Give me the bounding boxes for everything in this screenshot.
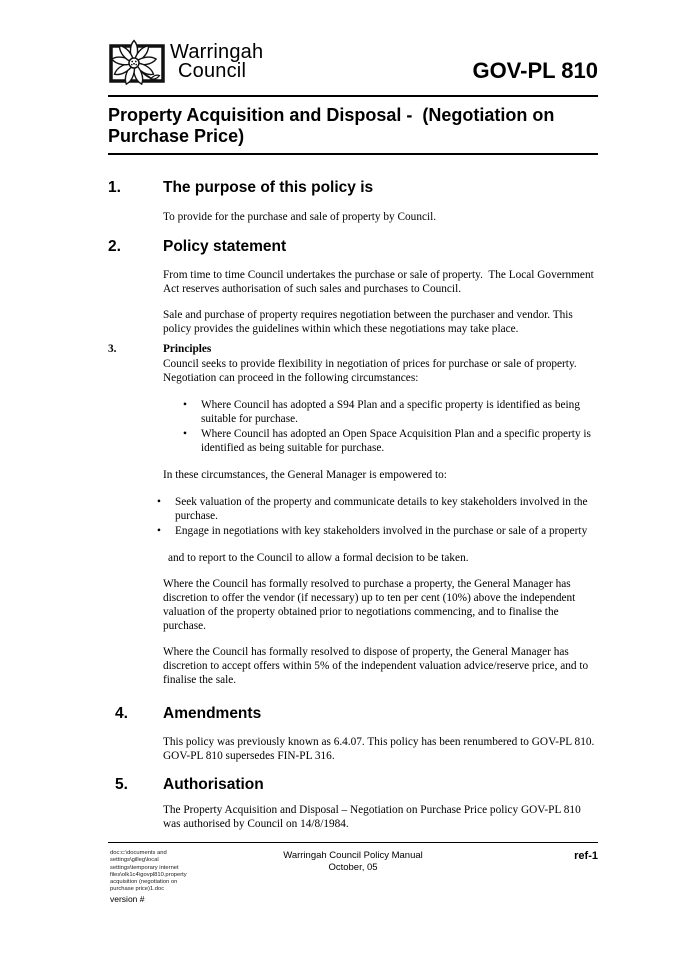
section-5-heading: Authorisation	[163, 776, 264, 793]
section-4-heading-row	[108, 705, 598, 723]
section-4-number: 4.	[115, 705, 128, 722]
section-3-paragraph: In these circumstances, the General Manager is empowered to:	[163, 469, 447, 481]
logo-line1: Warringah	[170, 41, 264, 63]
section-3-paragraph: Where the Council has formally resolved to purchase a property, the General Manager has discretion to offer the vendor (if necessary) up to ten per cent (10%) above the independent valuation of the property obtained prior to negotiations commencing, and to finalise the purchase.	[163, 578, 579, 632]
section-3-number: 3.	[108, 343, 117, 355]
header-rule	[108, 95, 598, 97]
section-2-heading: Policy statement	[163, 238, 287, 255]
section-2-heading-row	[108, 238, 598, 256]
council-logo-text	[170, 43, 263, 81]
document-footer	[108, 842, 598, 904]
document-header	[108, 36, 598, 155]
section-4-heading: Amendments	[163, 705, 262, 722]
doc-path-line: settings\gilleg\local	[110, 857, 159, 864]
title-rule	[108, 153, 598, 155]
section-2-paragraph: Sale and purchase of property requires negotiation between the purchaser and vendor. This policy provides the guidelines within which these negotiations may take place.	[163, 309, 576, 335]
version-label: version #	[110, 893, 145, 904]
section-3-paragraph: Council seeks to provide flexibility in negotiation of prices for purchase or sale of property. Negotiation can proceed in the following circumstances:	[163, 358, 580, 384]
document-code: GOV-PL 810	[472, 58, 598, 83]
bullet-item: • Where Council has adopted a S94 Plan and a specific property is identified as being suitable for purchase.	[181, 398, 601, 426]
section-1-paragraph: To provide for the purchase and sale of property by Council.	[163, 211, 437, 223]
section-1-heading-row	[108, 179, 598, 197]
section-3-paragraph: and to report to the Council to allow a formal decision to be taken.	[168, 552, 469, 564]
section-5-number: 5.	[115, 776, 128, 793]
footer-rule	[108, 842, 598, 843]
section-2-paragraph: From time to time Council undertakes the purchase or sale of property. The Local Government Act reserves authorisation of such sales and purchases to Council.	[163, 269, 596, 295]
section-5-paragraph: The Property Acquisition and Disposal – Negotiation on Purchase Price policy GOV-PL 810 was authorised by Council on 14/8/1984.	[163, 804, 584, 830]
page-ref: ref-1	[574, 850, 598, 862]
policy-manual-label: Warringah Council Policy Manual	[283, 850, 423, 861]
doc-path-line: doc:c:\documents and	[110, 850, 167, 856]
logo-row	[108, 36, 598, 86]
section-5-heading-row	[108, 776, 598, 794]
document-title: Property Acquisition and Disposal - (Negotiation on Purchase Price)	[108, 105, 560, 146]
document-body	[108, 179, 598, 831]
section-1-number: 1.	[108, 179, 121, 196]
bullet-item: • Engage in negotiations with key stakeholders involved in the purchase or sale of a property	[155, 524, 595, 538]
section-4-paragraph: This policy was previously known as 6.4.07. This policy has been renumbered to GOV-PL 810. GOV-PL 810 supersedes FIN-PL 316.	[163, 736, 598, 762]
manual-date: October, 05	[328, 862, 378, 873]
circumstances-bullet-list	[181, 398, 598, 455]
section-1-heading: The purpose of this policy is	[163, 179, 374, 196]
doc-path-line: files\olk1c4\govpl810.property	[110, 871, 187, 878]
doc-path-line: settings\temporary internet	[110, 864, 179, 871]
empowerments-bullet-list	[155, 495, 598, 538]
bullet-item: • Seek valuation of the property and communicate details to key stakeholders involved in the purchase.	[155, 495, 595, 523]
footer-center	[108, 850, 598, 874]
section-3-heading: Principles	[163, 343, 212, 355]
bullet-item: • Where Council has adopted an Open Space Acquisition Plan and a specific property is identified as being suitable for purchase.	[181, 427, 601, 455]
logo-line2: Council	[178, 60, 247, 82]
section-3-paragraph: Where the Council has formally resolved to dispose of property, the General Manager has discretion to accept offers within 5% of the independent valuation advice/reserve price, and to finalise the sale.	[163, 646, 591, 686]
section-2-number: 2.	[108, 238, 121, 255]
flannel-flower-icon	[108, 38, 166, 88]
doc-path-line: acquisition (negotiation on	[110, 879, 178, 886]
doc-path-line: purchase price)1.doc	[110, 886, 165, 893]
section-3-heading-row	[108, 342, 598, 356]
